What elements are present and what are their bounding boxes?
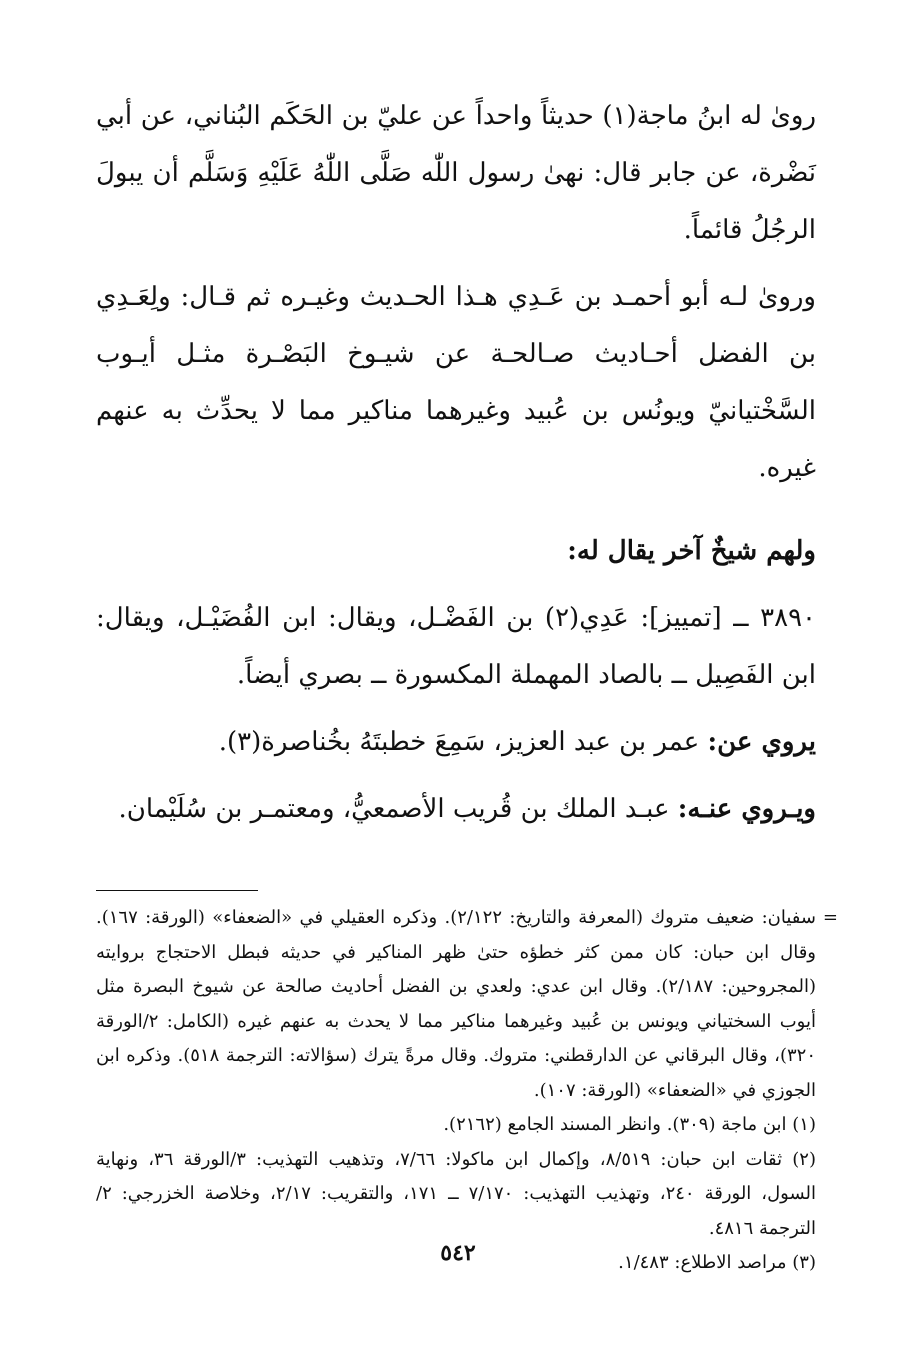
narrated-by-label: ويـروي عنـه:	[677, 794, 816, 824]
section-heading: ولهم شيخٌ آخر يقال له:	[567, 536, 816, 566]
paragraph-ibn-adi: وروىٰ لـه أبو أحمـد بن عَـدِي هـذا الحـديث وغيـره ثم قـال: ولِعَـدِي بن الفضل أحـاديث صـالحـة عن شيـوخ البَصْـرة مثـل أيـوب السَّخْتيانيّ ويونُس بن عُبيد وغيرهما مناكير مما لا يحدِّث به عنهم غيره.	[96, 282, 816, 483]
footnote-divider	[96, 890, 816, 891]
footnote-continuation	[96, 901, 838, 1108]
page-number: ٥٤٢	[440, 1240, 476, 1266]
narrates-from	[96, 714, 816, 771]
main-text	[96, 88, 816, 838]
narrates-from-label: يروي عن:	[707, 727, 816, 757]
paragraph-ibn-majah: رویٰ له ابنُ ماجة(١) حديثاً واحداً عن عليّ بن الحَكَم البُناني، عن أبي نَضْرة، عن جابر قال: نهىٰ رسول اللّٰه صَلَّى اللّٰهُ عَلَيْهِ وَسَلَّم أن يبولَ الرجُلُ قائماً.	[96, 101, 817, 245]
narrated-by-text: عبـد الملك بن قُريب الأصمعيُّ، ومعتمـر بن سُلَيْمان.	[118, 794, 678, 824]
narrated-by	[96, 781, 816, 838]
continuation-mark: =	[822, 907, 838, 928]
footnotes	[96, 901, 838, 1281]
narrates-from-text: عمر بن عبد العزيز، سَمِعَ خطبتَهُ بخُناصرة(٣).	[218, 727, 708, 757]
footnote-1: (١) ابن ماجة (٣٠٩). وانظر المسند الجامع (٢١٦٢).	[443, 1114, 816, 1135]
footnote-continuation-text: سفيان: ضعيف متروك (المعرفة والتاريخ: ٢/١٢٢). وذكره العقيلي في «الضعفاء» (الورقة: ١٦٧). وقال ابن حبان: كان ممن كثر خطؤه حتىٰ ظهر المناكير في حديثه فبطل الاحتجاج بروايته (المجروحين: ٢/١٨٧). وقال ابن عدي: ولعدي بن الفضل أحاديث صالحة عن شيوخ البصرة مثل أيوب السختياني ويونس بن عُبيد وغيرهما مناكير مما لا يحدث به عنهم غيره (الكامل: ٢/الورقة ٣٢٠)، وقال البرقاني عن الدارقطني: متروك. وقال مرةً يترك (سؤالاته: الترجمة ٥١٨). وذكره ابن الجوزي في «الضعفاء» (الورقة: ١٠٧).	[96, 907, 816, 1101]
footnote-2: (٢) ثقات ابن حبان: ٨/٥١٩، وإكمال ابن ماكولا: ٧/٦٦، وتذهيب التهذيب: ٣/الورقة ٣٦، ونهاية السول، الورقة ٢٤٠، وتهذيب التهذيب: ٧/١٧٠ ــ ١٧١، والتقريب: ٢/١٧، وخلاصة الخزرجي: ٢/الترجمة ٤٨١٦.	[96, 1148, 816, 1239]
footnote-3: (٣) مراصد الاطلاع: ١/٤٨٣.	[618, 1252, 816, 1273]
entry-3890: ٣٨٩٠ ــ [تمييز]: عَدِي(٢) بن الفَضْـل، ويقال: ابن الفُضَيْـل، ويقال: ابن الفَصِيل ــ بالصاد المهملة المكسورة ــ بصري أيضاً.	[96, 603, 816, 690]
